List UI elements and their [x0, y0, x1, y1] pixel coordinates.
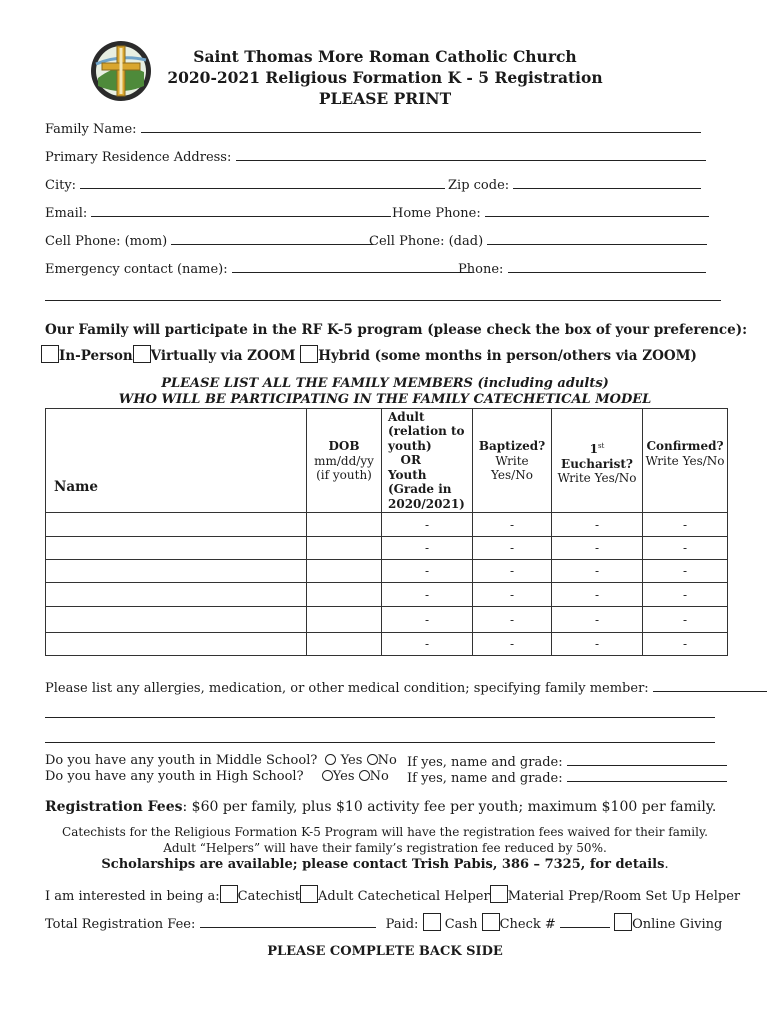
- family-name-field[interactable]: [45, 120, 701, 137]
- table-row: [46, 513, 728, 537]
- table-cell[interactable]: -: [382, 633, 473, 656]
- members-table: [45, 408, 728, 656]
- catechist-note: Catechists for the Religious Formation K-5 Program will have the registration fees waived for their family.: [62, 825, 708, 839]
- online-giving-checkbox[interactable]: [614, 913, 632, 931]
- members-heading-1: PLEASE LIST ALL THE FAMILY MEMBERS (including adults): [161, 376, 609, 391]
- city-label: City:: [45, 178, 77, 193]
- high-school-label: Do you have any youth in High School?: [45, 769, 304, 784]
- table-cell[interactable]: -: [473, 633, 552, 656]
- col-name: Name: [46, 409, 307, 513]
- table-cell[interactable]: -: [473, 583, 552, 607]
- table-cell[interactable]: -: [382, 607, 473, 633]
- cell-dad-label: Cell Phone: (dad): [369, 234, 484, 249]
- emergency-phone-field[interactable]: [458, 260, 706, 277]
- table-cell[interactable]: [307, 607, 382, 633]
- cell-dad-field[interactable]: [369, 232, 707, 249]
- emergency-label: Emergency contact (name):: [45, 262, 228, 277]
- material-helper-checkbox[interactable]: [490, 885, 508, 903]
- zip-field[interactable]: [448, 176, 701, 193]
- catechist-label: Catechist: [237, 889, 300, 904]
- middle-no-radio[interactable]: [367, 754, 378, 765]
- high-school-names-field[interactable]: [407, 769, 727, 786]
- col-baptized: Baptized? Write Yes/No: [473, 409, 552, 513]
- table-cell[interactable]: [46, 513, 307, 537]
- program-title: 2020-2021 Religious Formation K - 5 Registration: [167, 68, 603, 87]
- high-yes-label: Yes: [332, 769, 355, 784]
- table-cell[interactable]: -: [382, 513, 473, 537]
- registration-fees: [45, 799, 716, 815]
- table-cell[interactable]: [46, 607, 307, 633]
- table-cell[interactable]: -: [552, 513, 643, 537]
- table-cell[interactable]: -: [643, 633, 728, 656]
- hybrid-checkbox[interactable]: [300, 345, 318, 363]
- email-field[interactable]: [45, 204, 391, 221]
- col-dob: DOB mm/dd/yy (if youth): [307, 409, 382, 513]
- table-cell[interactable]: -: [552, 583, 643, 607]
- participation-question: Our Family will participate in the RF K-5 program (please check the box of your preference):: [45, 322, 748, 338]
- table-cell[interactable]: -: [643, 607, 728, 633]
- scholarship-note: Scholarships are available; please contact Trish Pabis, 386 – 7325, for details.: [101, 857, 669, 872]
- table-cell[interactable]: [307, 583, 382, 607]
- material-helper-label: Material Prep/Room Set Up Helper: [507, 889, 741, 904]
- table-cell[interactable]: [307, 513, 382, 537]
- paid-label: Paid:: [385, 917, 419, 932]
- middle-school-question: [45, 753, 397, 768]
- church-title: Saint Thomas More Roman Catholic Church: [193, 47, 577, 66]
- high-no-radio[interactable]: [359, 770, 370, 781]
- table-cell[interactable]: -: [643, 537, 728, 560]
- middle-school-names-field[interactable]: [407, 753, 727, 770]
- in-person-checkbox[interactable]: [41, 345, 59, 363]
- table-row: [46, 537, 728, 560]
- middle-school-label: Do you have any youth in Middle School?: [45, 753, 318, 768]
- cash-label: Cash: [444, 917, 478, 932]
- table-cell[interactable]: -: [473, 513, 552, 537]
- address-field[interactable]: [45, 148, 706, 165]
- total-fee-input[interactable]: [200, 915, 376, 928]
- table-cell[interactable]: -: [552, 633, 643, 656]
- table-cell[interactable]: -: [382, 583, 473, 607]
- check-number-input[interactable]: [560, 915, 610, 928]
- payment-row: [45, 913, 722, 932]
- helper-note: Adult “Helpers” will have their family’s registration fee reduced by 50%.: [163, 841, 607, 855]
- helper-checkbox[interactable]: [300, 885, 318, 903]
- table-cell[interactable]: [307, 537, 382, 560]
- table-cell[interactable]: [46, 560, 307, 583]
- table-cell[interactable]: [46, 537, 307, 560]
- emergency-phone-label: Phone:: [458, 262, 504, 277]
- catechist-checkbox[interactable]: [220, 885, 238, 903]
- zip-label: Zip code:: [448, 178, 510, 193]
- city-field[interactable]: [45, 176, 445, 193]
- cell-mom-label: Cell Phone: (mom): [45, 234, 168, 249]
- table-cell[interactable]: -: [473, 537, 552, 560]
- table-cell[interactable]: [46, 633, 307, 656]
- table-row: [46, 607, 728, 633]
- high-no-label: No: [369, 769, 389, 784]
- high-school-question: [45, 769, 389, 784]
- home-phone-field[interactable]: [392, 204, 709, 221]
- cell-mom-field[interactable]: [45, 232, 373, 249]
- fees-text: : $60 per family, plus $10 activity fee per youth; maximum $100 per family.: [182, 799, 717, 815]
- table-cell[interactable]: -: [552, 537, 643, 560]
- check-checkbox[interactable]: [482, 913, 500, 931]
- col-adult-youth: Adult (relation to youth) OR Youth (Grade in 2020/2021): [382, 409, 473, 513]
- zoom-label: Virtually via ZOOM: [150, 348, 296, 364]
- middle-yes-label: Yes: [340, 753, 363, 768]
- table-cell[interactable]: [307, 633, 382, 656]
- middle-if-yes-label: If yes, name and grade:: [407, 755, 563, 770]
- address-label: Primary Residence Address:: [45, 150, 232, 165]
- zoom-checkbox[interactable]: [133, 345, 151, 363]
- medical-field[interactable]: [45, 679, 767, 696]
- medical-line-2[interactable]: [45, 717, 715, 718]
- middle-yes-radio[interactable]: [325, 754, 336, 765]
- table-cell[interactable]: -: [473, 607, 552, 633]
- middle-no-label: No: [377, 753, 397, 768]
- scholarship-text: Scholarships are available; please contact Trish Pabis, 386 – 7325, for details: [101, 857, 665, 872]
- cash-checkbox[interactable]: [423, 913, 441, 931]
- check-label: Check #: [499, 917, 556, 932]
- family-name-label: Family Name:: [45, 122, 137, 137]
- table-cell[interactable]: -: [382, 560, 473, 583]
- high-if-yes-label: If yes, name and grade:: [407, 771, 563, 786]
- emergency-contact-field[interactable]: [45, 260, 472, 277]
- total-fee-label: Total Registration Fee:: [45, 917, 196, 932]
- table-cell[interactable]: -: [643, 513, 728, 537]
- section-divider: [45, 300, 721, 301]
- email-label: Email:: [45, 206, 88, 221]
- medical-label: Please list any allergies, medication, or other medical condition; specifying family member:: [45, 681, 649, 696]
- home-phone-label: Home Phone:: [392, 206, 481, 221]
- in-person-label: In-Person: [59, 348, 133, 364]
- table-cell[interactable]: -: [552, 607, 643, 633]
- table-row: [46, 633, 728, 656]
- medical-line-3[interactable]: [45, 742, 715, 743]
- table-row: [46, 583, 728, 607]
- hybrid-label: Hybrid (some months in person/others via ZOOM): [318, 348, 697, 364]
- members-heading-2: WHO WILL BE PARTICIPATING IN THE FAMILY CATECHETICAL MODEL: [118, 392, 652, 407]
- table-row: [46, 560, 728, 583]
- table-cell[interactable]: -: [473, 560, 552, 583]
- col-eucharist: 1st Eucharist? Write Yes/No: [552, 409, 643, 513]
- helper-label: Adult Catechetical Helper: [318, 889, 490, 904]
- table-cell[interactable]: -: [643, 560, 728, 583]
- print-note: PLEASE PRINT: [318, 89, 452, 108]
- online-giving-label: Online Giving: [632, 917, 723, 932]
- col-confirmed: Confirmed? Write Yes/No: [643, 409, 728, 513]
- participation-options: [41, 345, 697, 364]
- fees-label: Registration Fees: [45, 799, 183, 815]
- table-cell[interactable]: [46, 583, 307, 607]
- table-cell[interactable]: -: [552, 560, 643, 583]
- table-cell[interactable]: -: [643, 583, 728, 607]
- complete-back-side: PLEASE COMPLETE BACK SIDE: [267, 944, 503, 959]
- interest-row: [45, 885, 740, 904]
- interest-label: I am interested in being a:: [45, 889, 220, 904]
- high-yes-radio[interactable]: [322, 770, 333, 781]
- table-cell[interactable]: -: [382, 537, 473, 560]
- table-cell[interactable]: [307, 560, 382, 583]
